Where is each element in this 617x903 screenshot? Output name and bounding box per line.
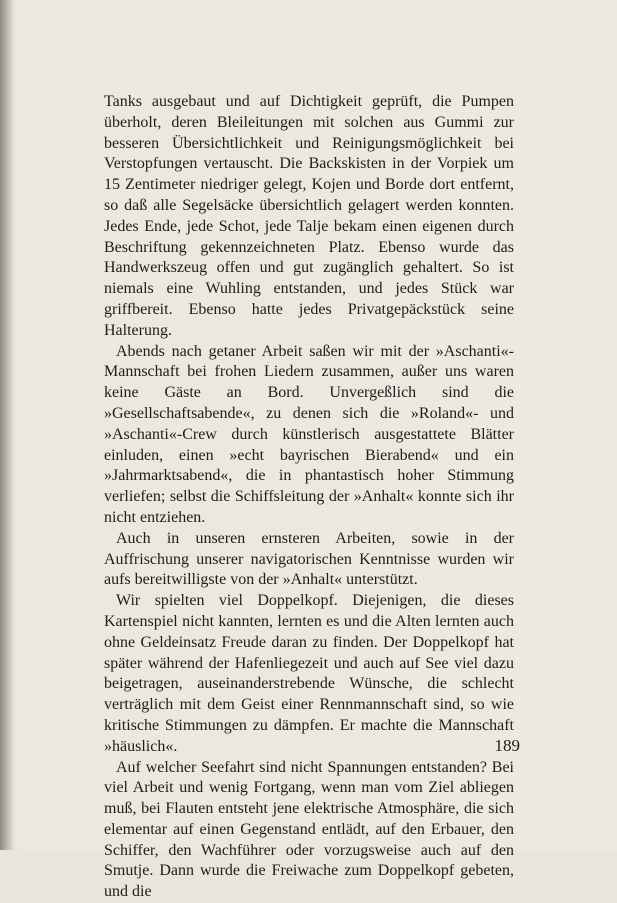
page-number: 189 — [490, 736, 520, 756]
body-text — [104, 92, 514, 903]
paragraph-2: Abends nach getaner Arbeit saßen wir mit der »Aschanti«-Mannschaft bei frohen Liedern zusammen, außer uns waren keine Gäste an Bord. Unvergeßlich sind die »Gesellschaftsabende«, zu denen sich die »Roland«- und »Aschanti«-Crew durch künstlerisch ausgestattete Blätter einluden, einen »echt bayrischen Bierabend« und ein »Jahrmarktsabend«, die in phantastisch hoher Stimmung verliefen; selbst die Schiffsleitung der »Anhalt« konnte sich ihr nicht entziehen. — [104, 342, 514, 529]
paragraph-1: Tanks ausgebaut und auf Dichtigkeit geprüft, die Pumpen überholt, deren Bleileitungen mit solchen aus Gummi zur besseren Übersichtlichkeit und Reinigungsmöglichkeit bei Verstopfungen vertauscht. Die Backskisten in der Vorpiek um 15 Zentimeter niedriger gelegt, Kojen und Borde dort entfernt, so daß alle Segelsäcke übersichtlich gelagert werden konnten. Jedes Ende, jede Schot, jede Talje bekam einen eigenen durch Beschriftung gekennzeichneten Platz. Ebenso wurde das Handwerkszeug offen und gut zugänglich gehaltert. So ist niemals eine Wuhling entstanden, und jedes Stück war griffbereit. Ebenso hatte jedes Privatgepäckstück seine Halterung. — [104, 92, 514, 342]
paragraph-4: Wir spielten viel Doppelkopf. Diejenigen, die dieses Kartenspiel nicht kannten, lernten es und die Alten lernten auch ohne Geldeinsatz Freude daran zu finden. Der Doppelkopf hat später während der Hafenliegezeit und auch auf See viel dazu beigetragen, auseinanderstrebende Wünsche, die schlecht verträglich mit dem Geist einer Rennmannschaft sind, so wie kritische Stimmungen zu dämpfen. Er machte die Mannschaft »häuslich«. — [104, 591, 514, 757]
paragraph-3: Auch in unseren ernsteren Arbeiten, sowie in der Auffrischung unserer navigatorischen Kenntnisse wurden wir aufs bereitwilligste von der »Anhalt« unterstützt. — [104, 529, 514, 591]
paragraph-5: Auf welcher Seefahrt sind nicht Spannungen entstanden? Bei viel Arbeit und wenig Fortgang, wenn man vom Ziel abliegen muß, bei Flauten entsteht jene elektrische Atmosphäre, die sich elementar auf einen Gegenstand entlädt, auf den Erbauer, den Schiffer, den Wachführer oder vorzugsweise auch auf den Smutje. Dann wurde die Freiwache zum Doppelkopf gebeten, und die — [104, 758, 514, 903]
spine-shadow — [0, 0, 14, 850]
